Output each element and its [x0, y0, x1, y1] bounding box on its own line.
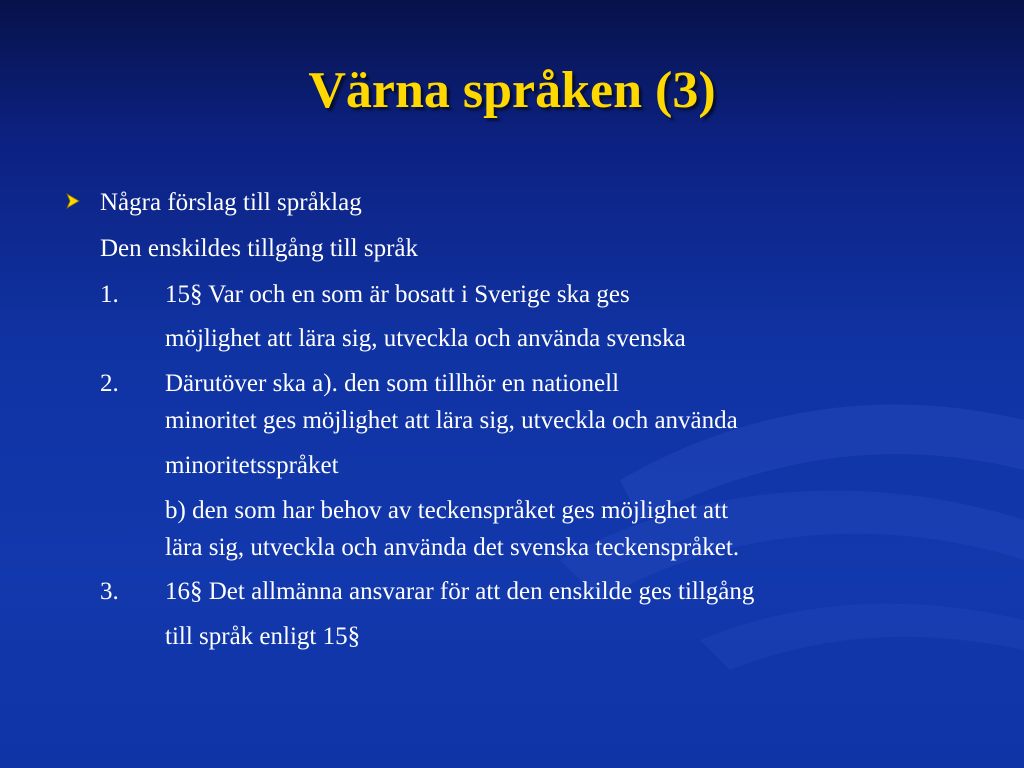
- list-item-text: minoritetsspråket: [165, 452, 339, 479]
- slide-title: Värna språken (3): [308, 62, 716, 119]
- list-item-text: till språk enligt 15§: [165, 623, 361, 650]
- list-number: 3.: [100, 578, 119, 605]
- bullet-text: Några förslag till språklag: [100, 189, 362, 216]
- list-number: 1.: [100, 281, 119, 308]
- list-item-text: b) den som har behov av teckenspråket ges möjlighet att: [165, 497, 729, 524]
- subheading: Den enskildes tillgång till språk: [100, 235, 419, 262]
- list-item-text: minoritet ges möjlighet att lära sig, utveckla och använda: [165, 407, 738, 434]
- list-item-text: möjlighet att lära sig, utveckla och använda svenska: [165, 325, 686, 352]
- list-item-text: 16§ Det allmänna ansvarar för att den enskilde ges tillgång: [165, 578, 755, 605]
- list-item-text: 15§ Var och en som är bosatt i Sverige ska ges: [165, 281, 630, 308]
- list-item-text: Därutöver ska a). den som tillhör en nationell: [165, 370, 620, 397]
- list-number: 2.: [100, 370, 119, 397]
- list-item-text: lära sig, utveckla och använda det svenska teckenspråket.: [165, 534, 740, 561]
